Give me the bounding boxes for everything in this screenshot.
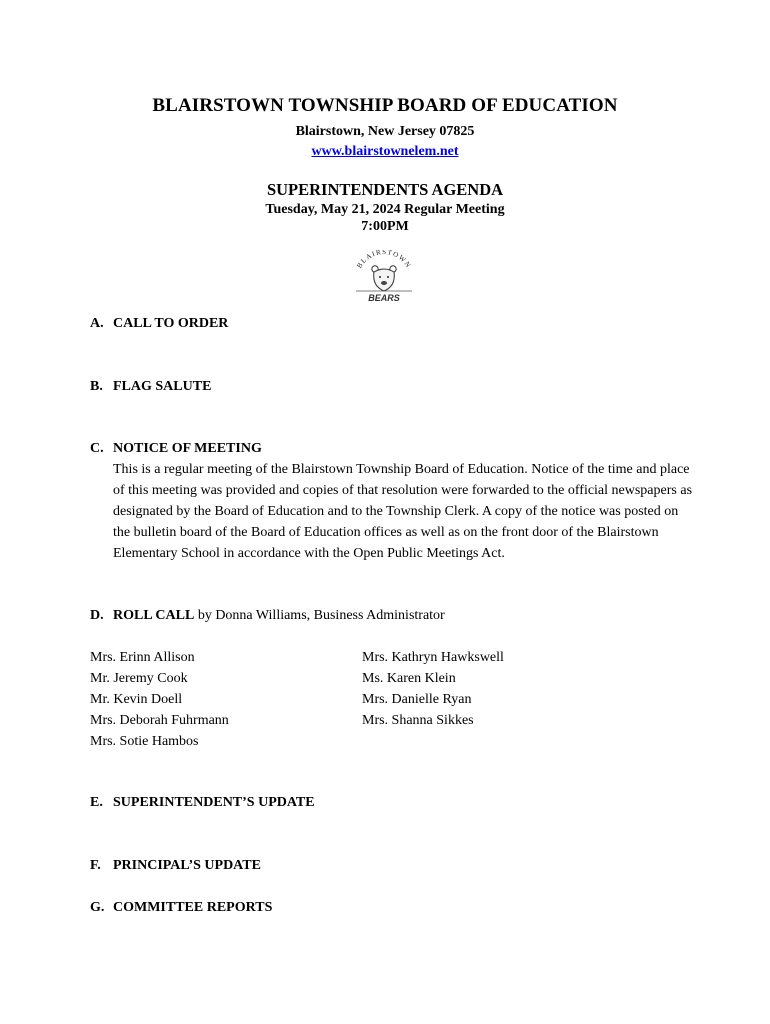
board-member: Mr. Kevin Doell bbox=[90, 692, 183, 707]
location-line: Blairstown, New Jersey 07825 bbox=[295, 124, 475, 139]
svg-text:BLAIRSTOWN bbox=[355, 250, 412, 270]
board-member: Mrs. Erinn Allison bbox=[90, 650, 195, 665]
section-call-to-order: A. CALL TO ORDER bbox=[90, 316, 229, 331]
meeting-time: 7:00PM bbox=[361, 219, 409, 234]
section-principal-update: F. PRINCIPAL’S UPDATE bbox=[90, 858, 261, 873]
website-link[interactable]: www.blairstownelem.net bbox=[311, 144, 459, 159]
roll-call-right-column bbox=[362, 647, 504, 731]
board-member: Mrs. Deborah Fuhrmann bbox=[90, 713, 229, 728]
agenda-title: SUPERINTENDENTS AGENDA bbox=[266, 180, 504, 199]
board-member: Mr. Jeremy Cook bbox=[90, 671, 188, 686]
board-member: Mrs. Kathryn Hawkswell bbox=[362, 650, 504, 665]
logo-arc-text: BLAIRSTOWN bbox=[355, 250, 413, 270]
board-member: Mrs. Sotie Hambos bbox=[90, 734, 199, 749]
board-member: Mrs. Danielle Ryan bbox=[362, 692, 472, 707]
notice-paragraph: This is a regular meeting of the Blairstown Township Board of Education. Notice of the time and place of this meeting was provided and copies of that resolution were forwarded to the official newspapers as designated by the Board of Education and to the Township Clerk. A copy of the notice was posted on the bulletin board of the Board of Education offices as well as on the front door of the Blairstown Elementary School in accordance with the Open Public Meetings Act. bbox=[113, 462, 693, 561]
board-member: Ms. Karen Klein bbox=[362, 671, 456, 686]
section-flag-salute: B. FLAG SALUTE bbox=[90, 379, 212, 394]
section-notice-of-meeting: C. NOTICE OF MEETING bbox=[90, 441, 262, 456]
section-superintendent-update: E. SUPERINTENDENT’S UPDATE bbox=[90, 795, 315, 810]
section-committee-reports: G. COMMITTEE REPORTS bbox=[90, 900, 273, 915]
document-title: BLAIRSTOWN TOWNSHIP BOARD OF EDUCATION bbox=[152, 95, 618, 116]
section-roll-call: D. ROLL CALL by Donna Williams, Business Administrator bbox=[90, 608, 445, 623]
board-member: Mrs. Shanna Sikkes bbox=[362, 713, 474, 728]
roll-call-left-column bbox=[90, 647, 229, 752]
logo-bottom-text: BEARS bbox=[368, 293, 400, 303]
meeting-date: Tuesday, May 21, 2024 Regular Meeting bbox=[265, 202, 505, 217]
bears-logo bbox=[350, 250, 418, 306]
